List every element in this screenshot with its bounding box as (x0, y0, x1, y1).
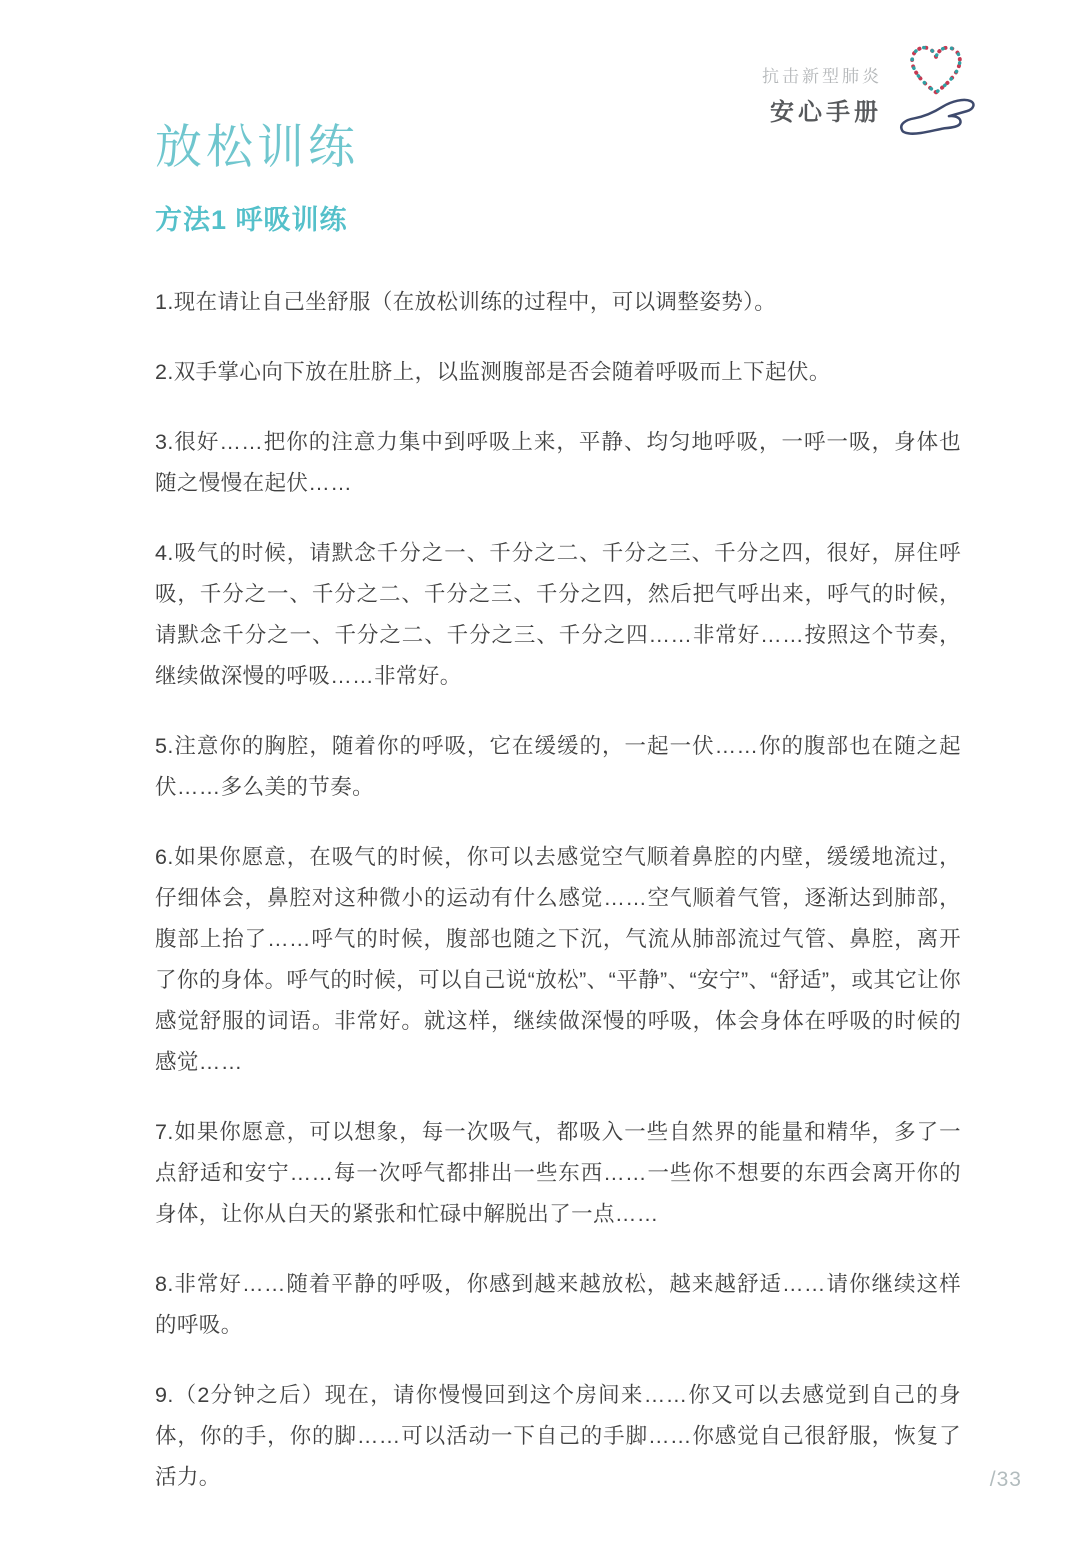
document-content (155, 120, 961, 1498)
step-paragraph-9: 9.（2分钟之后）现在，请你慢慢回到这个房间来……你又可以去感觉到自己的身体，你的手，你的脚……可以活动一下自己的手脚……你感觉自己很舒服，恢复了活力。 (155, 1383, 961, 1490)
page-number: /33 (989, 1468, 1022, 1491)
step-paragraph-2: 2.双手掌心向下放在肚脐上，以监测腹部是否会随着呼吸而上下起伏。 (155, 360, 831, 385)
step-paragraph-6: 6.如果你愿意，在吸气的时候，你可以去感觉空气顺着鼻腔的内壁，缓缓地流过，仔细体会，鼻腔对这种微小的运动有什么感觉……空气顺着气管，逐渐达到肺部，腹部上抬了……呼气的时候，腹部也随之下沉，气流从肺部流过气管、鼻腔，离开了你的身体。呼气的时候，可以自己说“放松”、“平静”、“安宁”、“舒适”，或其它让你感觉舒服的词语。非常好。就这样，继续做深慢的呼吸，体会身体在呼吸的时候的感觉…… (155, 845, 961, 1075)
step-paragraph-8: 8.非常好……随着平静的呼吸，你感到越来越放松，越来越舒适……请你继续这样的呼吸。 (155, 1272, 961, 1338)
step-paragraph-5: 5.注意你的胸腔，随着你的呼吸，它在缓缓的，一起一伏……你的腹部也在随之起伏……多么美的节奏。 (155, 734, 961, 800)
brand-handbook-title: 安心手册 (770, 99, 882, 126)
step-paragraph-3: 3.很好……把你的注意力集中到呼吸上来，平静、均匀地呼吸，一呼一吸，身体也随之慢慢在起伏…… (155, 430, 961, 496)
brand-tagline: 抗击新型肺炎 (762, 67, 882, 86)
section-subtitle: 方法1 呼吸训练 (155, 205, 348, 236)
heart-icon (904, 40, 968, 98)
page-title: 放松训练 (155, 120, 359, 173)
step-paragraph-4: 4.吸气的时候，请默念千分之一、千分之二、千分之三、千分之四，很好，屏住呼吸，千分之一、千分之二、千分之三、千分之四，然后把气呼出来，呼气的时候，请默念千分之一、千分之二、千分之三、千分之四……非常好……按照这个节奏，继续做深慢的呼吸……非常好。 (155, 541, 961, 689)
step-paragraph-1: 1.现在请让自己坐舒服（在放松训练的过程中，可以调整姿势）。 (155, 290, 777, 315)
step-paragraph-7: 7.如果你愿意，可以想象，每一次吸气，都吸入一些自然界的能量和精华，多了一点舒适和安宁……每一次呼气都排出一些东西……一些你不想要的东西会离开你的身体，让你从白天的紧张和忙碌中解脱出了一点…… (155, 1120, 961, 1227)
